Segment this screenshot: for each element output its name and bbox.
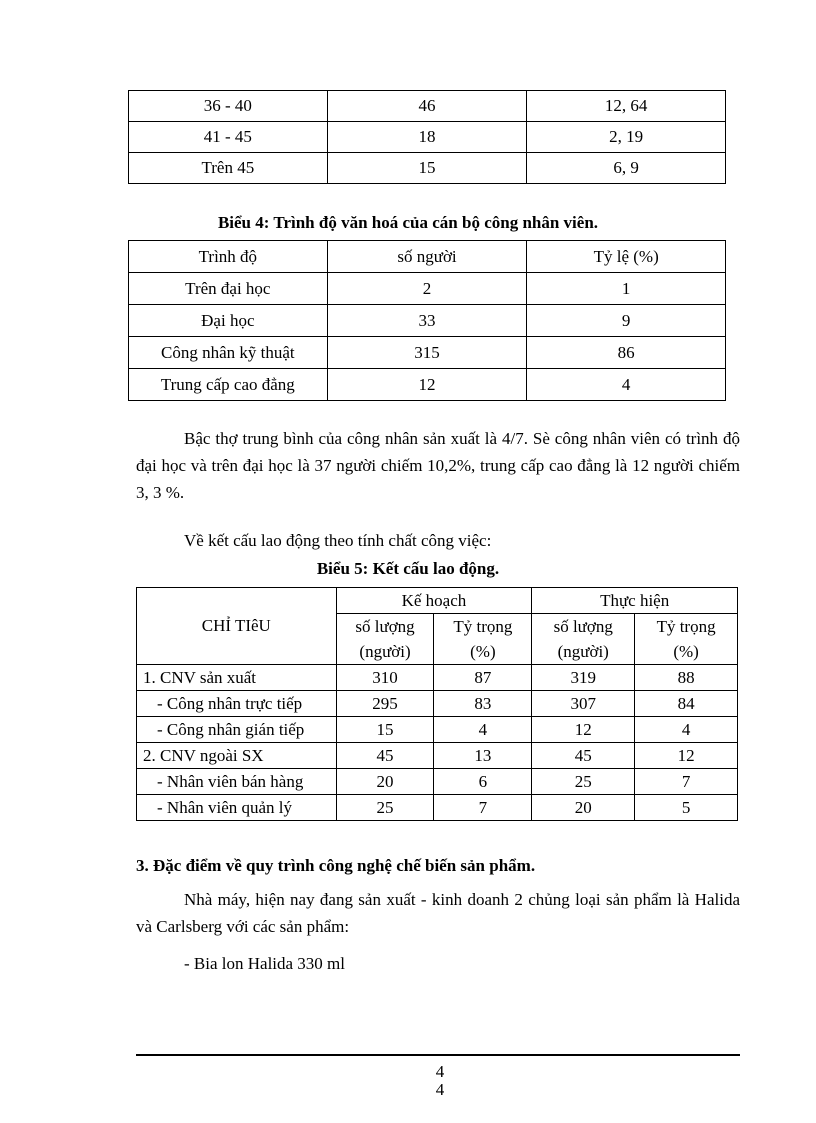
table-cell: Công nhân kỹ thuật — [129, 337, 328, 369]
table-row — [137, 665, 738, 691]
table-cell: Trung cấp cao đẳng — [129, 369, 328, 401]
unit-nguoi: (người) — [532, 639, 635, 665]
table-caption-4: Biểu 4: Trình độ văn hoá của cán bộ công nhân viên. — [217, 213, 599, 232]
paragraph-labor-structure: Về kết cấu lao động theo tính chất công việc: — [184, 531, 492, 550]
page-number-duplicate: 4 — [435, 1080, 445, 1099]
table-cell: 25 — [336, 795, 434, 821]
table-row — [129, 337, 726, 369]
table-cell: 319 — [532, 665, 635, 691]
subheader-tytrong: Tỷ trọng — [434, 614, 532, 640]
table-cell: 20 — [532, 795, 635, 821]
table-caption-5: Biểu 5: Kết cấu lao động. — [316, 559, 500, 578]
table-row — [137, 795, 738, 821]
table-cell: 15 — [336, 717, 434, 743]
table-cell: 45 — [532, 743, 635, 769]
table-cell: 45 — [336, 743, 434, 769]
table-cell: 46 — [327, 91, 527, 122]
table-cell: 307 — [532, 691, 635, 717]
table-cell: 4 — [434, 717, 532, 743]
row-label: 1. CNV sản xuất — [137, 665, 337, 691]
table-row — [137, 717, 738, 743]
table-cell: 9 — [527, 305, 726, 337]
product-list-item: - Bia lon Halida 330 ml — [184, 954, 346, 973]
unit-nguoi: (người) — [336, 639, 434, 665]
table-cell: 4 — [635, 717, 738, 743]
age-table — [128, 90, 726, 184]
table-row — [137, 769, 738, 795]
section-heading-3: 3. Đặc điểm về quy trình công nghệ chế biến sản phẩm. — [136, 856, 536, 875]
table-row — [129, 122, 726, 153]
table-header-row — [129, 241, 726, 273]
subheader-soluong: số lượng — [336, 614, 434, 640]
subheader-soluong: số lượng — [532, 614, 635, 640]
table-header-row — [137, 588, 738, 614]
footer-divider — [136, 1054, 740, 1056]
labor-structure-table — [136, 587, 738, 821]
table-cell: 315 — [327, 337, 527, 369]
table-row — [137, 743, 738, 769]
table-cell: 88 — [635, 665, 738, 691]
row-label: - Nhân viên bán hàng — [137, 769, 337, 795]
table-cell: 12 — [532, 717, 635, 743]
table-row — [129, 369, 726, 401]
table-row — [129, 153, 726, 184]
table-cell: 1 — [527, 273, 726, 305]
education-table — [128, 240, 726, 401]
column-header: Trình độ — [129, 241, 328, 273]
table-cell: 2, 19 — [527, 122, 726, 153]
table-cell: 41 - 45 — [129, 122, 328, 153]
table-cell: 84 — [635, 691, 738, 717]
column-header: số người — [327, 241, 527, 273]
table-row — [137, 691, 738, 717]
table-cell: 86 — [527, 337, 726, 369]
unit-percent: (%) — [434, 639, 532, 665]
table-cell: 12, 64 — [527, 91, 726, 122]
table-cell: 87 — [434, 665, 532, 691]
paragraph-products: Nhà máy, hiện nay đang sản xuất - kinh doanh 2 chủng loại sản phẩm là Halida và Carlsberg với các sản phẩm: — [136, 890, 740, 936]
table-cell: 12 — [327, 369, 527, 401]
table-cell: 5 — [635, 795, 738, 821]
table-cell: Trên 45 — [129, 153, 328, 184]
table-cell: 13 — [434, 743, 532, 769]
row-label: - Nhân viên quản lý — [137, 795, 337, 821]
column-header-chitieu: CHỈ TIêU — [137, 588, 337, 665]
table-cell: 83 — [434, 691, 532, 717]
table-cell: 18 — [327, 122, 527, 153]
table-cell: 25 — [532, 769, 635, 795]
table-cell: Đại học — [129, 305, 328, 337]
table-row — [129, 273, 726, 305]
unit-percent: (%) — [635, 639, 738, 665]
row-label: - Công nhân trực tiếp — [137, 691, 337, 717]
page-number: 4 — [435, 1062, 445, 1081]
table-cell: 36 - 40 — [129, 91, 328, 122]
table-cell: Trên đại học — [129, 273, 328, 305]
subheader-tytrong: Tỷ trọng — [635, 614, 738, 640]
row-label: - Công nhân gián tiếp — [137, 717, 337, 743]
paragraph-skill-level: Bậc thợ trung bình của công nhân sản xuất là 4/7. Sè công nhân viên có trình độ đại học và trên đại học là 37 người chiếm 10,2%, trung cấp cao đẳng là 12 người chiếm 3, 3 %. — [136, 429, 740, 502]
table-row — [129, 91, 726, 122]
table-cell: 20 — [336, 769, 434, 795]
table-cell: 7 — [434, 795, 532, 821]
column-header-kehoach: Kế hoạch — [336, 588, 532, 614]
table-cell: 15 — [327, 153, 527, 184]
table-cell: 2 — [327, 273, 527, 305]
table-cell: 295 — [336, 691, 434, 717]
table-cell: 6, 9 — [527, 153, 726, 184]
table-row — [129, 305, 726, 337]
column-header: Tỷ lệ (%) — [527, 241, 726, 273]
table-cell: 310 — [336, 665, 434, 691]
table-cell: 12 — [635, 743, 738, 769]
column-header-thuchien: Thực hiện — [532, 588, 738, 614]
table-cell: 6 — [434, 769, 532, 795]
row-label: 2. CNV ngoài SX — [137, 743, 337, 769]
table-cell: 4 — [527, 369, 726, 401]
table-cell: 7 — [635, 769, 738, 795]
table-cell: 33 — [327, 305, 527, 337]
